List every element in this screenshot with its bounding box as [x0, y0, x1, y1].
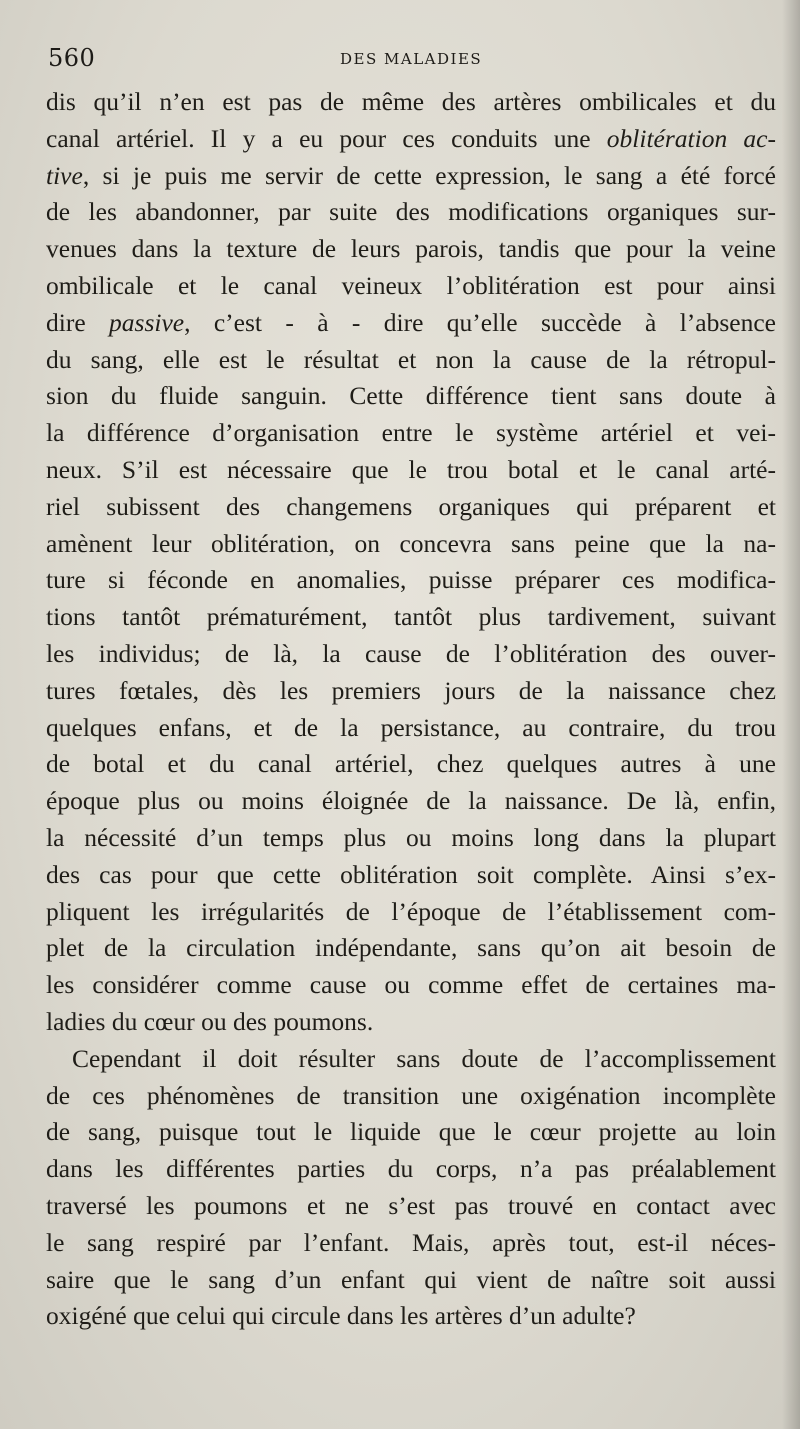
- page-header: [48, 44, 768, 78]
- text-line: [46, 194, 776, 231]
- text-line: [46, 1078, 776, 1115]
- text-segment: ombilicale et le canal veineux l’oblitération est pour ainsi: [46, 270, 776, 300]
- text-segment: dis qu’il n’en est pas de même des artères ombilicales et du: [46, 87, 776, 116]
- text-line: [46, 1114, 776, 1151]
- text-segment: le sang respiré par l’enfant. Mais, après tout, est-il néces-: [46, 1227, 776, 1257]
- text-line: [46, 820, 776, 857]
- text-line: [46, 1298, 776, 1335]
- text-segment: traversé les poumons et ne s’est pas trouvé en contact avec: [46, 1190, 776, 1220]
- text-line: [46, 894, 776, 931]
- italic-text: tive: [46, 160, 83, 190]
- text-line: [46, 1151, 776, 1188]
- text-segment: les individus; de là, la cause de l’oblitération des ouver-: [46, 638, 776, 668]
- paragraph: [46, 1041, 776, 1335]
- text-line: [46, 1262, 776, 1299]
- text-line: [46, 489, 776, 526]
- text-line: [46, 673, 776, 710]
- text-segment: la différence d’organisation entre le système artériel et vei-: [46, 418, 776, 448]
- text-line: [46, 305, 776, 342]
- text-segment: plet de la circulation indépendante, sans qu’on ait besoin de: [46, 933, 776, 963]
- text-line: [46, 1225, 776, 1262]
- text-segment: ladies du cœur ou des poumons.: [46, 1006, 374, 1036]
- text-line: [46, 378, 776, 415]
- text-segment: de ces phénomènes de transition une oxigénation incomplète: [46, 1080, 776, 1110]
- text-segment: sion du fluide sanguin. Cette différence tient sans doute à: [46, 381, 776, 411]
- text-line: [46, 746, 776, 783]
- text-segment: les considérer comme cause ou comme effet de certaines ma-: [46, 970, 776, 1000]
- text-line: [46, 342, 776, 379]
- text-segment: des cas pour que cette oblitération soit complète. Ainsi s’ex-: [46, 859, 776, 889]
- text-line: [46, 636, 776, 673]
- text-line: [46, 526, 776, 563]
- italic-text: oblitération ac-: [606, 123, 776, 153]
- page-number: 560: [48, 44, 96, 72]
- text-segment: riel subissent des changemens organiques qui préparent et: [46, 491, 776, 521]
- text-line: [46, 710, 776, 747]
- body-text: [46, 84, 776, 1335]
- text-line: [46, 1188, 776, 1225]
- text-segment: amènent leur oblitération, on concevra sans peine que la na-: [46, 528, 776, 558]
- text-segment: tions tantôt prématurément, tantôt plus tardivement, suivant: [46, 602, 776, 632]
- text-line: [46, 84, 776, 121]
- text-segment: neux. S’il est nécessaire que le trou botal et le canal arté-: [46, 454, 776, 484]
- text-line: [46, 930, 776, 967]
- text-line: [46, 121, 776, 158]
- text-segment: de botal et du canal artériel, chez quelques autres à une: [46, 749, 776, 779]
- text-segment: de sang, puisque tout le liquide que le cœur projette au loin: [46, 1117, 776, 1147]
- text-segment: Cependant il doit résulter sans doute de l’accomplissement: [72, 1043, 776, 1073]
- text-segment: canal artériel. Il y a eu pour ces conduits une: [46, 123, 607, 153]
- text-line: [46, 599, 776, 636]
- text-line: [46, 231, 776, 268]
- text-segment: dans les différentes parties du corps, n’a pas préalablement: [46, 1154, 776, 1184]
- text-segment: saire que le sang d’un enfant qui vient de naître soit aussi: [46, 1264, 776, 1294]
- text-line: [46, 452, 776, 489]
- text-segment: pliquent les irrégularités de l’époque de l’établissement com-: [46, 896, 776, 926]
- text-segment: dire: [46, 307, 110, 337]
- paragraph: [46, 84, 776, 1041]
- text-segment: venues dans la texture de leurs parois, tandis que pour la veine: [46, 234, 776, 264]
- text-segment: de les abandonner, par suite des modifications organiques sur-: [46, 197, 776, 227]
- text-line: [46, 1004, 776, 1041]
- text-segment: tures fœtales, dès les premiers jours de la naissance chez: [46, 675, 776, 705]
- running-head: DES MALADIES: [340, 50, 483, 68]
- text-segment: oxigéné que celui qui circule dans les artères d’un adulte?: [46, 1301, 636, 1331]
- text-segment: la nécessité d’un temps plus ou moins long dans la plupart: [46, 822, 776, 852]
- text-segment: , c’est - à - dire qu’elle succède à l’absence: [184, 307, 776, 337]
- text-line: [46, 967, 776, 1004]
- italic-text: passive: [109, 307, 185, 337]
- text-segment: ture si féconde en anomalies, puisse préparer ces modifica-: [46, 565, 776, 595]
- text-line: [46, 562, 776, 599]
- text-line: [46, 268, 776, 305]
- text-line: [46, 857, 776, 894]
- text-segment: du sang, elle est le résultat et non la cause de la rétropul-: [46, 344, 776, 374]
- text-line: [46, 158, 776, 195]
- text-line: [46, 415, 776, 452]
- text-line: [46, 783, 776, 820]
- text-segment: , si je puis me servir de cette expression, le sang a été forcé: [82, 160, 776, 190]
- text-segment: quelques enfans, et de la persistance, au contraire, du trou: [46, 712, 776, 742]
- text-segment: époque plus ou moins éloignée de la naissance. De là, enfin,: [46, 786, 776, 816]
- page-edge-shadow: [782, 0, 800, 1429]
- text-line: [46, 1041, 776, 1078]
